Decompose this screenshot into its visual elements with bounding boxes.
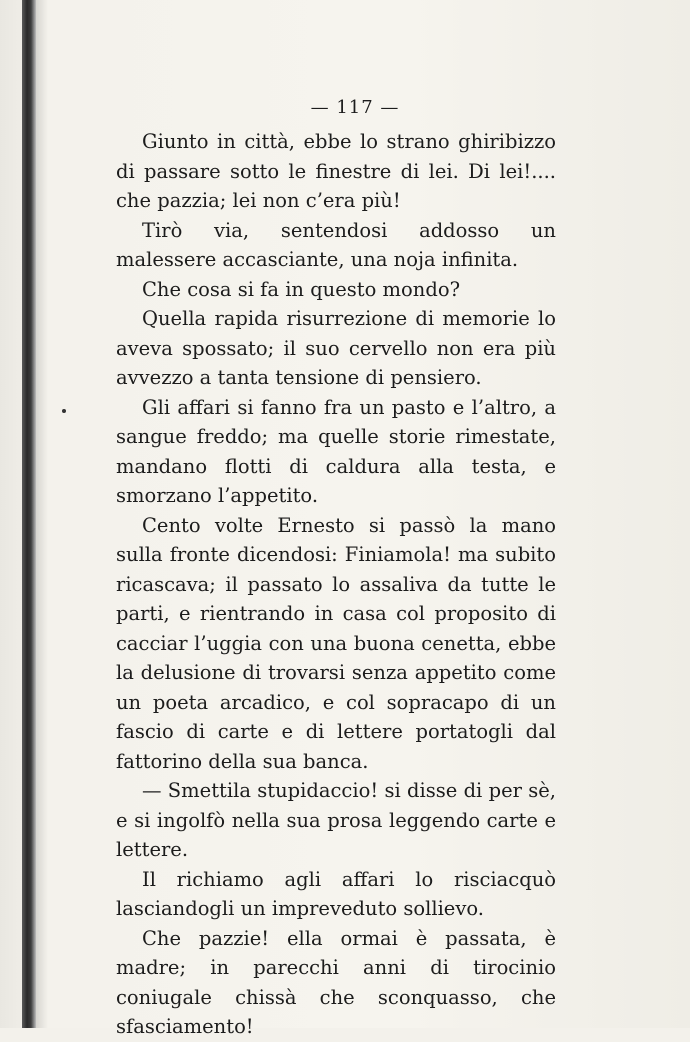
page-number: — 117 — xyxy=(310,97,400,118)
paragraph: Il richiamo agli affari lo risciacquò lasciandogli un impreveduto sollievo. xyxy=(116,867,556,920)
body-text xyxy=(116,127,556,1042)
paragraph: Cento volte Ernesto si passò la mano sulla fronte dicendosi: Finiamola! ma subito ricascava; il passato lo assaliva da tutte le parti, e rientrando in casa col proposito di cacciar l’uggia con una buona cenetta, ebbe la delusione di trovarsi senza appetito come un poeta arcadico, e col sopracapo di un fascio di carte e di lettere portatogli dal fattorino della sua banca. xyxy=(116,513,556,773)
paragraph: Giunto in città, ebbe lo strano ghiribizzo di passare sotto le finestre di lei. Di lei!.... che pazzia; lei non c’era più! xyxy=(116,130,556,212)
ink-speck xyxy=(62,409,66,413)
paragraph: Gli affari si fanno fra un pasto e l’altro, a sangue freddo; ma quelle storie rimestate, mandano flotti di caldura alla testa, e smorzano l’appetito. xyxy=(116,395,556,507)
paragraph: Che pazzie! ella ormai è passata, è madre; in parecchi anni di tirocinio coniugale chissà che sconquasso, che sfasciamento! xyxy=(116,926,556,1038)
paragraph: — Smettila stupidaccio! si disse di per sè, e si ingolfò nella sua prosa leggendo carte e lettere. xyxy=(116,779,556,861)
book-binding-edge xyxy=(22,0,36,1028)
paragraph: Tirò via, sentendosi addosso un malessere accasciante, una noja infinita. xyxy=(116,218,556,271)
paragraph: Che cosa si fa in questo mondo? xyxy=(142,277,461,301)
paragraph: Quella rapida risurrezione di memorie lo aveva spossato; il suo cervello non era più avvezzo a tanta tensione di pensiero. xyxy=(116,307,556,389)
gutter-shadow xyxy=(36,0,48,1028)
